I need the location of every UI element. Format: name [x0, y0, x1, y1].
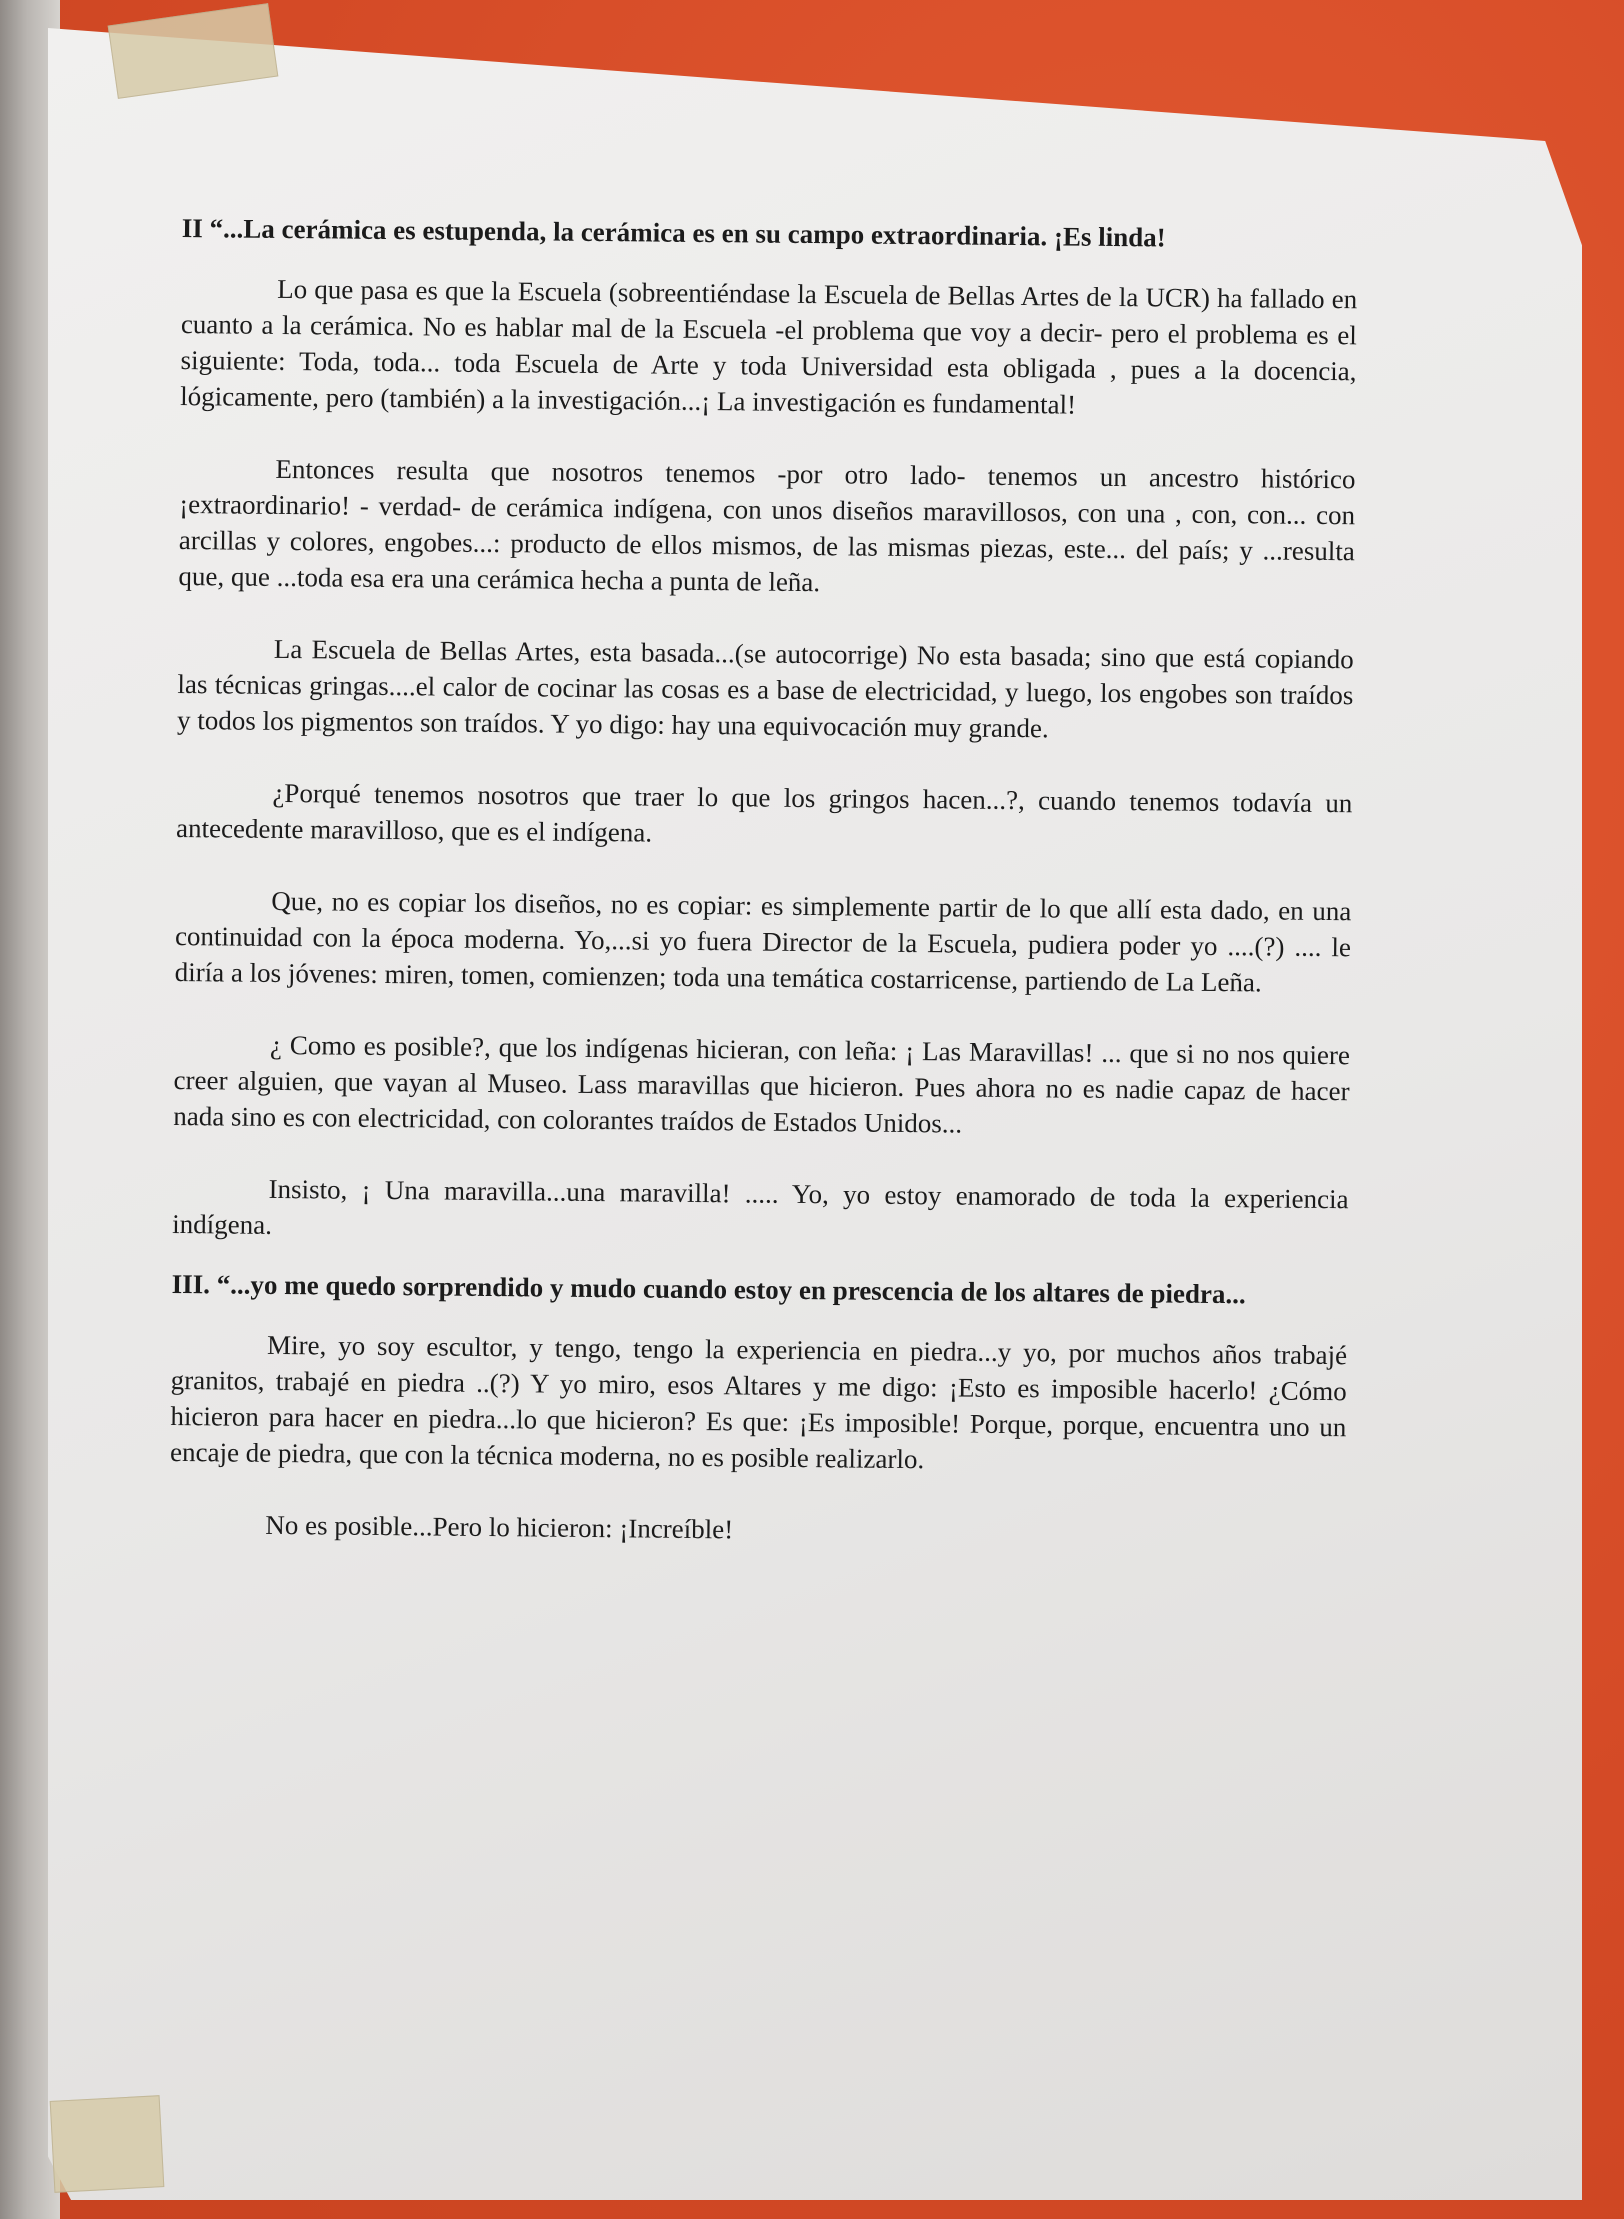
- paragraph: Que, no es copiar los diseños, no es copiar: es simplemente partir de lo que allí esta dado, en una continuidad con la época moderna. Yo,...si yo fuera Director de la Escuela, pudiera poder yo ....(?) .... le diría a los jóvenes: miren, tomen, comienzen; toda una temática costarricense, partiendo de La Leña.: [174, 885, 1352, 998]
- paragraph: La Escuela de Bellas Artes, esta basada...(se autocorrige) No esta basada; sino que está copiando las técnicas gringas....el calor de cocinar las cosas es a base de electricidad, y luego, los engobes son traídos y todos los pigmentos son traídos. Y yo digo: hay una equivocación muy grande.: [176, 633, 1354, 744]
- paragraph: Mire, yo soy escultor, y tengo, tengo la experiencia en piedra...y yo, por muchos años trabajé granitos, trabajé en piedra ..(?) Y yo miro, esos Altares y me digo: ¡Esto es imposible hacerlo! ¿Cómo hicieron para hacer en piedra...lo que hicieron? Es que: ¡Es imposible! Porque, porque, encuentra uno un encaje de piedra, que con la técnica moderna, no es posible realizarlo.: [169, 1329, 1348, 1475]
- paragraph: Insisto, ¡ Una maravilla...una maravilla! ..... Yo, yo estoy enamorado de toda la experiencia indígena.: [172, 1173, 1349, 1240]
- document-text: [169, 210, 1358, 1589]
- masking-tape-bottom: [50, 2095, 165, 2193]
- section-heading-2: II “...La cerámica es estupenda, la cerámica es en su campo extraordinaria. ¡Es linda!: [181, 212, 1166, 253]
- paragraph: ¿Porqué tenemos nosotros que traer lo que los gringos hacen...?, cuando tenemos todavía un antecedente maravilloso, que es el indígena.: [175, 777, 1353, 848]
- paragraph: No es posible...Pero lo hicieron: ¡Increíble!: [265, 1509, 734, 1545]
- paragraph: ¿ Como es posible?, que los indígenas hicieran, con leña: ¡ Las Maravillas! ... que si no nos quiere creer alguien, que vayan al Museo. Lass maravillas que hicieron. Pues ahora no es nadie capaz de hacer nada sino es con electricidad, con colorantes traídos de Estados Unidos...: [173, 1029, 1351, 1139]
- section-heading-3: III. “...yo me quedo sorprendido y mudo cuando estoy en prescencia de los altares de piedra...: [171, 1268, 1246, 1310]
- paragraph: Entonces resulta que nosotros tenemos -por otro lado- tenemos un ancestro histórico ¡extraordinario! - verdad- de cerámica indígena, con unos diseños maravillosos, con una , con, con... con arcillas y colores, engobes...: producto de ellos mismos, de las mismas piezas, este... del país; y ...resulta que, que ...toda esa era una cerámica hecha a punta de leña.: [178, 453, 1356, 598]
- paragraph: Lo que pasa es que la Escuela (sobreentiéndase la Escuela de Bellas Artes de la UCR) ha fallado en cuanto a la cerámica. No es hablar mal de la Escuela -el problema que voy a decir- pero el problema es el siguiente: Toda, toda... toda Escuela de Arte y toda Universidad esta obligada , pues a la docencia, lógicamente, pero (también) a la investigación...¡ La investigación es fundamental!: [180, 273, 1358, 420]
